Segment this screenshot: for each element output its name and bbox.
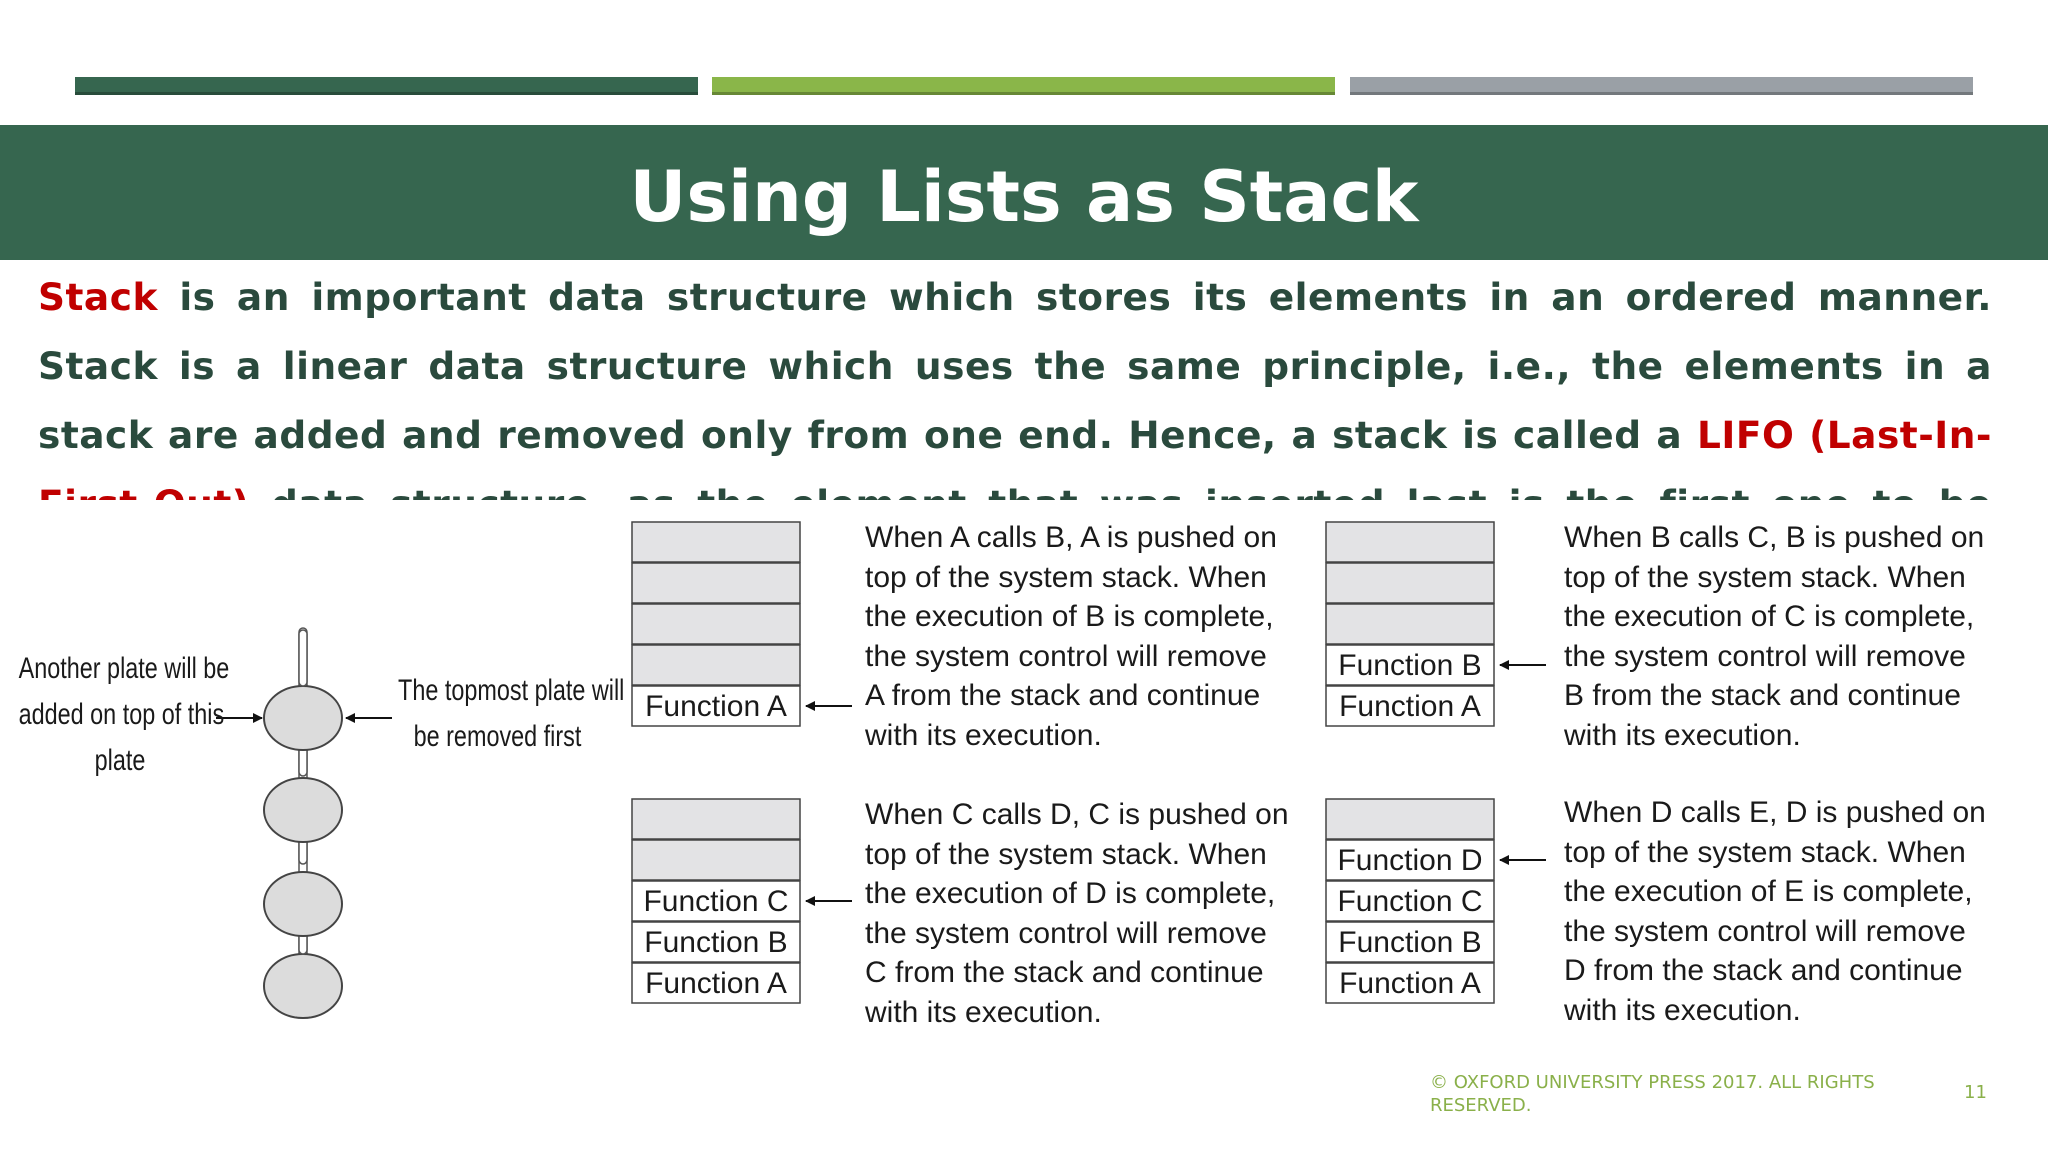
slide-title: Using Lists as Stack [629, 156, 1419, 238]
term-stack: Stack [38, 275, 158, 319]
plate [264, 954, 342, 1018]
stack-cell-empty [632, 522, 800, 562]
stack-caption-line: top of the system stack. When [1564, 835, 1966, 869]
paragraph-part-1: is an important data structure which stores its elements in an ordered manner. Stack is a linear data structure which uses the same principle, i.e., the elements in a stack are added and removed only from one end. Hence, a stack is called a [38, 275, 1992, 457]
label-add-plate-line-1: Another plate will be [18, 652, 230, 685]
accent-bar-gray [1350, 77, 1973, 95]
plate-topmost [264, 686, 342, 750]
stack-cell-empty [632, 563, 800, 603]
stack-cell-label: Function B [1338, 649, 1482, 682]
plate [264, 872, 342, 936]
stack-caption-line: the execution of C is complete, [1564, 600, 1975, 633]
stack-figure [0, 500, 2048, 1050]
stack-caption-line: When A calls B, A is pushed on [865, 521, 1277, 554]
stack-cell-empty [632, 645, 800, 685]
label-remove-plate-line-1: The topmost plate will [398, 674, 625, 707]
stack-caption-line: the system control will remove [1564, 914, 1966, 948]
stack-cell-label: Function C [643, 885, 789, 918]
accent-bar-green [712, 77, 1335, 95]
label-remove-plate-line-2: be removed first [413, 720, 582, 753]
stack-caption-line: top of the system stack. When [865, 837, 1267, 871]
term-lifo: LIFO (Last-In- [1696, 413, 1992, 457]
stack-caption-line: When C calls D, C is pushed on [865, 798, 1289, 831]
stack-cell-empty [1326, 604, 1494, 644]
stack-caption-line: top of the system stack. When [1564, 560, 1966, 594]
page-number: 11 [1964, 1082, 1987, 1103]
stack-caption-line: the execution of B is complete, [865, 600, 1274, 633]
accent-bar-dark [75, 77, 698, 95]
stack-cell-empty [1326, 522, 1494, 562]
stack-caption-line: When D calls E, D is pushed on [1564, 796, 1986, 829]
stack-cell-empty [632, 840, 800, 880]
stack-caption-line: with its execution. [1564, 718, 1801, 752]
stack-cell-empty [1326, 563, 1494, 603]
stack-cell-label: Function C [1337, 885, 1483, 918]
stack-caption-line: the system control will remove [865, 916, 1267, 950]
stack-cell-empty [632, 604, 800, 644]
stack-cell-empty [632, 799, 800, 839]
stack-caption-line: the system control will remove [865, 639, 1267, 673]
stack-caption-line: with its execution. [1564, 993, 1801, 1027]
plate-stack [264, 628, 342, 1018]
stack-caption-line: A from the stack and continue [865, 679, 1261, 712]
stack-caption-line: the system control will remove [1564, 639, 1966, 673]
label-add-plate-line-2: added on top of this [18, 698, 225, 731]
stack-caption-line: with its execution. [865, 995, 1102, 1029]
stack-caption-line: C from the stack and continue [865, 956, 1264, 989]
stack-caption-line: with its execution. [865, 718, 1102, 752]
stack-caption-line: the execution of E is complete, [1564, 875, 1973, 908]
stack-cell-label: Function A [1339, 690, 1481, 723]
stack-caption-line: the execution of D is complete, [865, 877, 1276, 910]
stack-caption-line: D from the stack and continue [1564, 954, 1963, 987]
stack-cell-empty [1326, 799, 1494, 839]
stack-cell-label: Function A [645, 967, 787, 1000]
stack-cell-label: Function B [644, 926, 788, 959]
stack-cell-label: Function D [1337, 844, 1483, 877]
stack-cell-label: Function A [645, 690, 787, 723]
copyright-footer: © OXFORD UNIVERSITY PRESS 2017. ALL RIGHTS RESERVED. [1430, 1072, 1875, 1116]
label-add-plate-line-3: plate [94, 744, 146, 777]
stack-caption-line: top of the system stack. When [865, 560, 1267, 594]
stack-caption-line: B from the stack and continue [1564, 679, 1961, 712]
plate [264, 778, 342, 842]
stack-cell-label: Function B [1338, 926, 1482, 959]
stack-caption-line: When B calls C, B is pushed on [1564, 521, 1985, 554]
stack-cell-label: Function A [1339, 967, 1481, 1000]
